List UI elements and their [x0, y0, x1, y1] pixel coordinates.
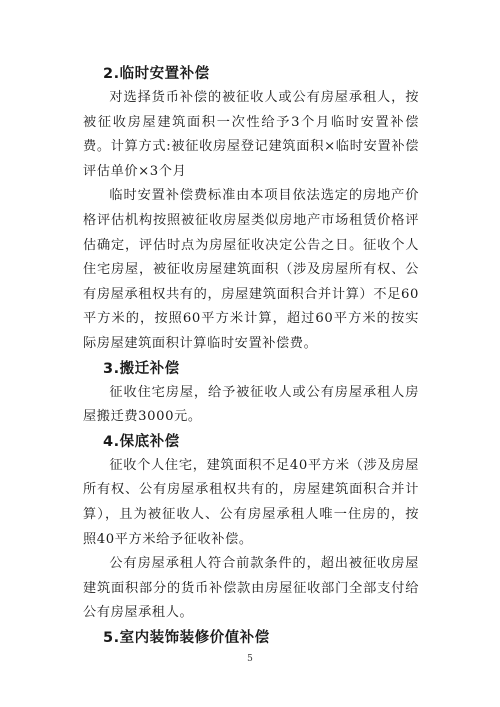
- paragraph: 征收住宅房屋，给予被征收人或公有房屋承租人房屋搬迁费3000元。: [83, 384, 419, 425]
- section-heading: 4.保底补偿: [103, 433, 180, 450]
- paragraph: 征收个人住宅，建筑面积不足40平方米（涉及房屋所有权、公有房屋承租权共有的，房屋建筑面积合并计算），且为被征收人、公有房屋承租人唯一住房的，按照40平方米给予征收补偿。: [83, 457, 419, 547]
- section-relocation: [83, 357, 419, 430]
- paragraph: 对选择货币补偿的被征收人或公有房屋承租人，按被征收房屋建筑面积一次性给予3个月临时安置补偿费。计算方式:被征收房屋登记建筑面积×临时安置补偿评估单价×3个月: [83, 90, 419, 179]
- paragraph: 临时安置补偿费标准由本项目依法选定的房地产价格评估机构按照被征收房屋类似房地产市场租赁价格评估确定，评估时点为房屋征收决定公告之日。征收个人住宅房屋，被征收房屋建筑面积（涉及房屋所有权、公有房屋承租权共有的，房屋建筑面积合并计算）不足60平方米的，按照60平方米计算，超过60平方米的按实际房屋建筑面积计算临时安置补偿费。: [83, 188, 419, 351]
- page-number: 5: [247, 654, 253, 664]
- section-temporary-resettlement: [83, 62, 419, 357]
- paragraph: 公有房屋承租人符合前款条件的，超出被征收房屋建筑面积部分的货币补偿款由房屋征收部门全部支付给公有房屋承租人。: [83, 556, 419, 621]
- section-minimum-compensation: [83, 430, 419, 626]
- section-heading: 3.搬迁补偿: [103, 360, 180, 377]
- section-heading: 5.室内装饰装修价值补偿: [103, 629, 270, 646]
- document-body: [83, 62, 419, 650]
- section-interior-decoration: [83, 626, 419, 650]
- section-heading: 2.临时安置补偿: [103, 66, 210, 82]
